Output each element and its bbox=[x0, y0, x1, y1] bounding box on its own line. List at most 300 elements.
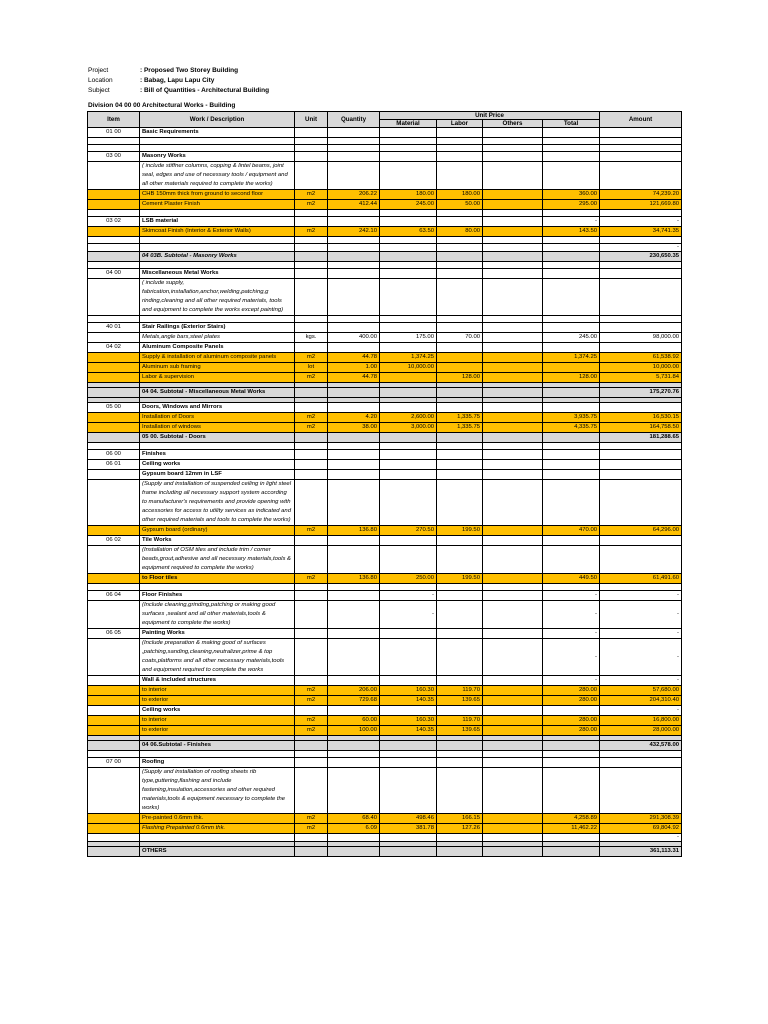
cell-item: 04 02 bbox=[88, 343, 140, 353]
cell-total bbox=[543, 244, 600, 252]
cell-unit bbox=[295, 591, 328, 601]
cell-item bbox=[88, 363, 140, 373]
cell-description: Painting Works bbox=[140, 629, 295, 639]
cell-description: to exterior bbox=[140, 726, 295, 736]
cell-description: Installation of windows bbox=[140, 423, 295, 433]
cell-description: Stair Railings (Exterior Stairs) bbox=[140, 323, 295, 333]
table-row bbox=[88, 696, 682, 706]
cell-item bbox=[88, 834, 140, 842]
cell-amount bbox=[600, 210, 682, 217]
cell-description bbox=[140, 210, 295, 217]
cell-quantity bbox=[328, 145, 380, 152]
table-row bbox=[88, 639, 682, 676]
table-row bbox=[88, 480, 682, 526]
table-row bbox=[88, 333, 682, 343]
table-row bbox=[88, 388, 682, 398]
cell-description bbox=[140, 138, 295, 145]
cell-material bbox=[380, 262, 437, 269]
cell-description: LSB material bbox=[140, 217, 295, 227]
table-row bbox=[88, 423, 682, 433]
cell-amount: 69,804.92 bbox=[600, 824, 682, 834]
cell-quantity: 1.00 bbox=[328, 363, 380, 373]
cell-amount bbox=[600, 536, 682, 546]
cell-others bbox=[483, 343, 543, 353]
cell-total: - bbox=[543, 591, 600, 601]
cell-others bbox=[483, 279, 543, 316]
cell-unit bbox=[295, 450, 328, 460]
cell-others bbox=[483, 373, 543, 383]
cell-labor bbox=[437, 629, 483, 639]
cell-unit bbox=[295, 676, 328, 686]
cell-labor bbox=[437, 601, 483, 629]
cell-description: Tile Works bbox=[140, 536, 295, 546]
cell-others bbox=[483, 443, 543, 450]
cell-total bbox=[543, 363, 600, 373]
cell-material bbox=[380, 676, 437, 686]
cell-total bbox=[543, 758, 600, 768]
cell-item bbox=[88, 388, 140, 398]
cell-others bbox=[483, 413, 543, 423]
cell-labor: 70.00 bbox=[437, 333, 483, 343]
cell-material: 250.00 bbox=[380, 574, 437, 584]
cell-unit bbox=[295, 536, 328, 546]
cell-total bbox=[543, 433, 600, 443]
cell-total bbox=[543, 210, 600, 217]
cell-labor bbox=[437, 244, 483, 252]
cell-quantity: 100.00 bbox=[328, 726, 380, 736]
cell-labor bbox=[437, 834, 483, 842]
cell-description: 04 03B. Subtotal - Masonry Works bbox=[140, 252, 295, 262]
cell-description: 04 06.Subtotal - Finishes bbox=[140, 741, 295, 751]
cell-amount bbox=[600, 758, 682, 768]
cell-quantity bbox=[328, 741, 380, 751]
cell-total bbox=[543, 269, 600, 279]
cell-unit bbox=[295, 237, 328, 244]
cell-others bbox=[483, 423, 543, 433]
cell-quantity bbox=[328, 706, 380, 716]
cell-amount bbox=[600, 470, 682, 480]
cell-others bbox=[483, 470, 543, 480]
cell-material: 270.50 bbox=[380, 526, 437, 536]
cell-quantity bbox=[328, 546, 380, 574]
col-total: Total bbox=[543, 120, 600, 128]
cell-labor: 128.00 bbox=[437, 373, 483, 383]
cell-item bbox=[88, 413, 140, 423]
cell-others bbox=[483, 244, 543, 252]
table-row bbox=[88, 252, 682, 262]
cell-item: 07 00 bbox=[88, 758, 140, 768]
cell-description: 04 04. Subtotal - Miscellaneous Metal Works bbox=[140, 388, 295, 398]
cell-description: Metals,angle bars,steel plates bbox=[140, 333, 295, 343]
cell-quantity bbox=[328, 480, 380, 526]
cell-unit bbox=[295, 758, 328, 768]
cell-labor: 139.65 bbox=[437, 696, 483, 706]
cell-quantity bbox=[328, 162, 380, 190]
cell-material bbox=[380, 741, 437, 751]
cell-total bbox=[543, 536, 600, 546]
cell-description: to exterior bbox=[140, 696, 295, 706]
cell-item bbox=[88, 443, 140, 450]
table-row bbox=[88, 686, 682, 696]
cell-material bbox=[380, 629, 437, 639]
cell-quantity: 68.40 bbox=[328, 814, 380, 824]
cell-labor bbox=[437, 591, 483, 601]
cell-total bbox=[543, 279, 600, 316]
cell-item bbox=[88, 470, 140, 480]
cell-amount: 74,239.20 bbox=[600, 190, 682, 200]
cell-material: 2,600.00 bbox=[380, 413, 437, 423]
cell-amount: - bbox=[600, 244, 682, 252]
cell-quantity: 4.20 bbox=[328, 413, 380, 423]
cell-quantity: 206.22 bbox=[328, 190, 380, 200]
cell-material: 63.50 bbox=[380, 227, 437, 237]
cell-others bbox=[483, 706, 543, 716]
cell-total bbox=[543, 450, 600, 460]
cell-others bbox=[483, 696, 543, 706]
cell-item: 06 04 bbox=[88, 591, 140, 601]
cell-others bbox=[483, 824, 543, 834]
cell-item bbox=[88, 227, 140, 237]
cell-unit: m2 bbox=[295, 373, 328, 383]
cell-amount: - bbox=[600, 676, 682, 686]
cell-total: 280.00 bbox=[543, 716, 600, 726]
cell-quantity: 206.00 bbox=[328, 686, 380, 696]
cell-description: 05 00. Subtotal - Doors bbox=[140, 433, 295, 443]
cell-item: 03 02 bbox=[88, 217, 140, 227]
cell-total: - bbox=[543, 629, 600, 639]
cell-unit: m2 bbox=[295, 814, 328, 824]
cell-description: Ceiling works bbox=[140, 706, 295, 716]
cell-labor bbox=[437, 279, 483, 316]
cell-quantity: 60.00 bbox=[328, 716, 380, 726]
cell-amount: 121,669.80 bbox=[600, 200, 682, 210]
cell-unit bbox=[295, 601, 328, 629]
cell-description: to interior bbox=[140, 716, 295, 726]
cell-others bbox=[483, 768, 543, 814]
cell-quantity bbox=[328, 279, 380, 316]
cell-quantity bbox=[328, 343, 380, 353]
cell-description: (Include preparation & making good of surfaces ,patching,sanding,cleaning,neutralizer,prime & top coats,platforms and all other necessary materials,tools and equipment required to complete the works bbox=[140, 639, 295, 676]
cell-unit bbox=[295, 262, 328, 269]
header-row bbox=[88, 76, 269, 86]
document-header bbox=[88, 66, 269, 96]
cell-unit bbox=[295, 546, 328, 574]
cell-material bbox=[380, 480, 437, 526]
cell-description: Supply & installation of aluminum composite panels bbox=[140, 353, 295, 363]
cell-description: ( include stiffner columns, copping & lintel beams, joint seal, edges and use of necessary tools / equipment and all other materials required to complete the works) bbox=[140, 162, 295, 190]
cell-unit bbox=[295, 706, 328, 716]
table-row bbox=[88, 190, 682, 200]
cell-labor bbox=[437, 443, 483, 450]
cell-unit: m2 bbox=[295, 200, 328, 210]
cell-description: Pre-painted 0.6mm thk. bbox=[140, 814, 295, 824]
cell-unit bbox=[295, 316, 328, 323]
cell-labor bbox=[437, 584, 483, 591]
table-row bbox=[88, 343, 682, 353]
cell-quantity bbox=[328, 316, 380, 323]
cell-material bbox=[380, 138, 437, 145]
cell-amount bbox=[600, 584, 682, 591]
cell-others bbox=[483, 639, 543, 676]
table-row bbox=[88, 323, 682, 333]
cell-item bbox=[88, 546, 140, 574]
cell-labor bbox=[437, 706, 483, 716]
cell-description bbox=[140, 751, 295, 758]
cell-item bbox=[88, 244, 140, 252]
cell-labor bbox=[437, 252, 483, 262]
cell-amount bbox=[600, 138, 682, 145]
cell-description: CHB 150mm thick from ground to second floor bbox=[140, 190, 295, 200]
cell-item bbox=[88, 210, 140, 217]
cell-description: Skimcoat Finish (Interior & Exterior Walls) bbox=[140, 227, 295, 237]
cell-description bbox=[140, 244, 295, 252]
cell-amount bbox=[600, 403, 682, 413]
cell-quantity bbox=[328, 758, 380, 768]
cell-quantity bbox=[328, 470, 380, 480]
cell-description: Roofing bbox=[140, 758, 295, 768]
cell-amount bbox=[600, 443, 682, 450]
cell-unit bbox=[295, 460, 328, 470]
cell-item bbox=[88, 716, 140, 726]
cell-labor bbox=[437, 237, 483, 244]
header-label: Location bbox=[88, 77, 113, 84]
cell-item bbox=[88, 162, 140, 190]
cell-material bbox=[380, 323, 437, 333]
cell-material bbox=[380, 269, 437, 279]
cell-unit bbox=[295, 217, 328, 227]
cell-quantity bbox=[328, 460, 380, 470]
cell-description bbox=[140, 584, 295, 591]
cell-material bbox=[380, 373, 437, 383]
cell-material bbox=[380, 470, 437, 480]
cell-material: - bbox=[380, 591, 437, 601]
cell-total: 4,258.89 bbox=[543, 814, 600, 824]
cell-labor bbox=[437, 433, 483, 443]
cell-labor bbox=[437, 138, 483, 145]
table-row bbox=[88, 145, 682, 152]
cell-unit: m2 bbox=[295, 824, 328, 834]
cell-quantity bbox=[328, 388, 380, 398]
cell-item bbox=[88, 741, 140, 751]
cell-total: 1,374.25 bbox=[543, 353, 600, 363]
cell-amount bbox=[600, 316, 682, 323]
cell-amount bbox=[600, 768, 682, 814]
cell-unit bbox=[295, 269, 328, 279]
table-row bbox=[88, 574, 682, 584]
cell-unit bbox=[295, 433, 328, 443]
header-label: Project bbox=[88, 67, 109, 74]
cell-amount bbox=[600, 262, 682, 269]
cell-others bbox=[483, 460, 543, 470]
cell-amount: 16,530.15 bbox=[600, 413, 682, 423]
cell-item bbox=[88, 145, 140, 152]
cell-quantity bbox=[328, 323, 380, 333]
cell-material bbox=[380, 252, 437, 262]
cell-material bbox=[380, 834, 437, 842]
cell-material: 381.78 bbox=[380, 824, 437, 834]
cell-item: 06 05 bbox=[88, 629, 140, 639]
cell-amount: 432,578.00 bbox=[600, 741, 682, 751]
cell-labor bbox=[437, 269, 483, 279]
cell-total bbox=[543, 343, 600, 353]
cell-labor bbox=[437, 480, 483, 526]
cell-quantity bbox=[328, 138, 380, 145]
cell-labor bbox=[437, 758, 483, 768]
cell-total: - bbox=[543, 217, 600, 227]
table-row bbox=[88, 834, 682, 842]
cell-unit bbox=[295, 152, 328, 162]
table-row bbox=[88, 768, 682, 814]
cell-material: 140.35 bbox=[380, 696, 437, 706]
cell-description: Cement Plaster Finish bbox=[140, 200, 295, 210]
cell-material: 3,000.00 bbox=[380, 423, 437, 433]
cell-unit bbox=[295, 252, 328, 262]
cell-total: 295.00 bbox=[543, 200, 600, 210]
cell-total: 449.50 bbox=[543, 574, 600, 584]
cell-description: Aluminum sub framing bbox=[140, 363, 295, 373]
cell-quantity: 6.09 bbox=[328, 824, 380, 834]
cell-material bbox=[380, 536, 437, 546]
cell-item bbox=[88, 279, 140, 316]
table-row bbox=[88, 269, 682, 279]
cell-item: 06 01 bbox=[88, 460, 140, 470]
cell-others bbox=[483, 536, 543, 546]
col-unit-price: Unit Price bbox=[380, 112, 600, 120]
cell-unit: m2 bbox=[295, 726, 328, 736]
table-body bbox=[88, 128, 682, 857]
cell-material bbox=[380, 751, 437, 758]
cell-labor: 139.65 bbox=[437, 726, 483, 736]
col-others: Others bbox=[483, 120, 543, 128]
cell-unit bbox=[295, 629, 328, 639]
cell-unit bbox=[295, 741, 328, 751]
cell-unit bbox=[295, 403, 328, 413]
cell-material bbox=[380, 758, 437, 768]
table-row bbox=[88, 751, 682, 758]
cell-item bbox=[88, 584, 140, 591]
cell-quantity: 242.10 bbox=[328, 227, 380, 237]
cell-others bbox=[483, 834, 543, 842]
cell-material bbox=[380, 443, 437, 450]
header-value: : Babag, Lapu Lapu City bbox=[140, 77, 215, 84]
cell-description: OTHERS bbox=[140, 847, 295, 857]
cell-amount: 204,310.40 bbox=[600, 696, 682, 706]
cell-amount: - bbox=[600, 601, 682, 629]
cell-labor bbox=[437, 403, 483, 413]
cell-amount: - bbox=[600, 834, 682, 842]
cell-description: to interior bbox=[140, 686, 295, 696]
cell-amount: 10,000.00 bbox=[600, 363, 682, 373]
cell-material bbox=[380, 768, 437, 814]
table-row bbox=[88, 433, 682, 443]
cell-description: Wall & included structures bbox=[140, 676, 295, 686]
cell-others bbox=[483, 190, 543, 200]
table-row bbox=[88, 526, 682, 536]
cell-quantity bbox=[328, 536, 380, 546]
cell-others bbox=[483, 162, 543, 190]
table-row bbox=[88, 629, 682, 639]
table-row bbox=[88, 227, 682, 237]
cell-unit bbox=[295, 584, 328, 591]
cell-item bbox=[88, 373, 140, 383]
table-row bbox=[88, 363, 682, 373]
cell-material: 1,374.25 bbox=[380, 353, 437, 363]
col-item: Item bbox=[88, 112, 140, 128]
cell-others bbox=[483, 252, 543, 262]
cell-item bbox=[88, 847, 140, 857]
cell-others bbox=[483, 363, 543, 373]
cell-material bbox=[380, 279, 437, 316]
cell-amount bbox=[600, 269, 682, 279]
cell-unit bbox=[295, 145, 328, 152]
cell-total bbox=[543, 706, 600, 716]
cell-amount: - bbox=[600, 591, 682, 601]
cell-item: 06 02 bbox=[88, 536, 140, 546]
table-row bbox=[88, 706, 682, 716]
cell-others bbox=[483, 847, 543, 857]
cell-amount: 164,758.50 bbox=[600, 423, 682, 433]
col-unit: Unit bbox=[295, 112, 328, 128]
cell-quantity bbox=[328, 629, 380, 639]
cell-quantity bbox=[328, 262, 380, 269]
cell-quantity bbox=[328, 244, 380, 252]
header-row bbox=[88, 66, 269, 76]
cell-unit: m2 bbox=[295, 227, 328, 237]
cell-item bbox=[88, 237, 140, 244]
table-row bbox=[88, 128, 682, 138]
cell-total bbox=[543, 388, 600, 398]
cell-total: 280.00 bbox=[543, 686, 600, 696]
cell-quantity bbox=[328, 252, 380, 262]
table-row bbox=[88, 162, 682, 190]
cell-item bbox=[88, 333, 140, 343]
cell-total bbox=[543, 768, 600, 814]
cell-total: 360.00 bbox=[543, 190, 600, 200]
col-material: Material bbox=[380, 120, 437, 128]
cell-others bbox=[483, 726, 543, 736]
cell-material: 180.00 bbox=[380, 190, 437, 200]
cell-unit: lot bbox=[295, 363, 328, 373]
cell-amount: 61,538.92 bbox=[600, 353, 682, 363]
cell-material bbox=[380, 128, 437, 138]
cell-labor bbox=[437, 741, 483, 751]
header-label: Subject bbox=[88, 87, 110, 94]
cell-labor bbox=[437, 388, 483, 398]
cell-material: 140.35 bbox=[380, 726, 437, 736]
cell-quantity bbox=[328, 768, 380, 814]
cell-labor bbox=[437, 262, 483, 269]
cell-item bbox=[88, 726, 140, 736]
cell-labor bbox=[437, 316, 483, 323]
cell-total: 143.50 bbox=[543, 227, 600, 237]
table-row bbox=[88, 716, 682, 726]
cell-item: 03 00 bbox=[88, 152, 140, 162]
cell-labor: 166.15 bbox=[437, 814, 483, 824]
cell-total bbox=[543, 145, 600, 152]
cell-unit: m2 bbox=[295, 190, 328, 200]
table-row bbox=[88, 403, 682, 413]
cell-item bbox=[88, 814, 140, 824]
cell-amount: 57,680.00 bbox=[600, 686, 682, 696]
cell-total bbox=[543, 262, 600, 269]
cell-amount bbox=[600, 152, 682, 162]
cell-amount: 28,000.00 bbox=[600, 726, 682, 736]
cell-others bbox=[483, 814, 543, 824]
cell-unit bbox=[295, 279, 328, 316]
cell-amount bbox=[600, 128, 682, 138]
cell-labor bbox=[437, 217, 483, 227]
cell-quantity bbox=[328, 450, 380, 460]
